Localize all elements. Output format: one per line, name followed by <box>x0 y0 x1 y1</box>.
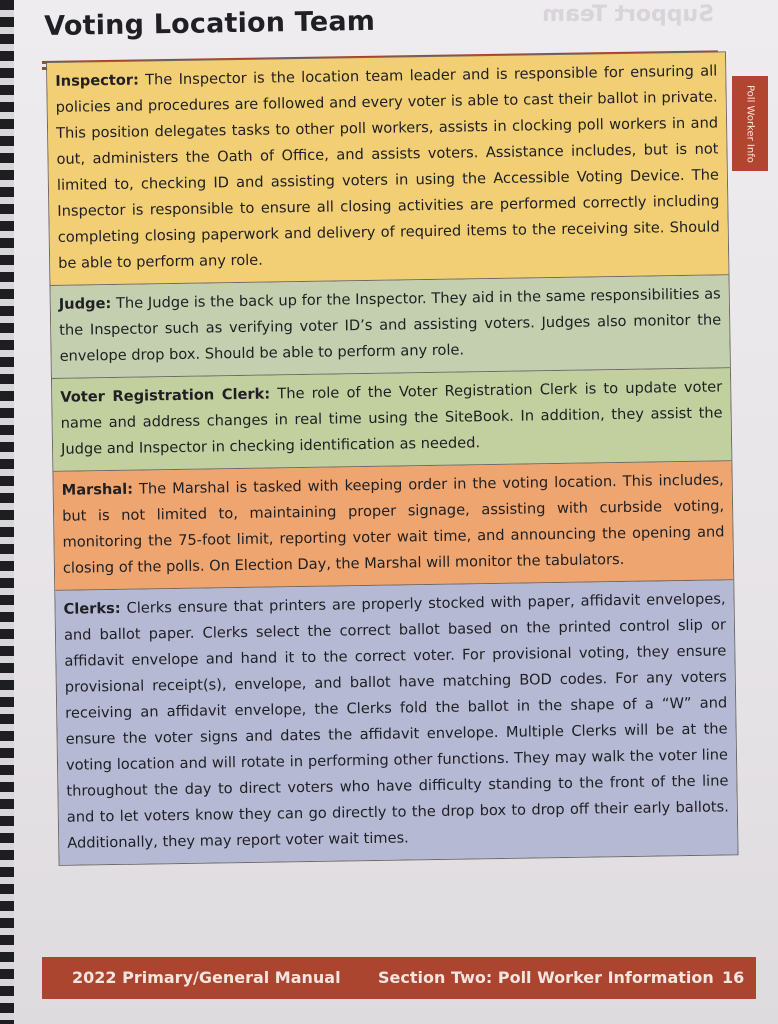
section-side-tab <box>732 76 768 171</box>
role-row-inspector <box>47 52 728 286</box>
role-name: Clerks: <box>63 599 121 618</box>
role-row-clerks <box>55 580 737 865</box>
footer-section-title: Section Two: Poll Worker Information <box>378 968 714 987</box>
role-description: The role of the Voter Registration Clerk is to update voter name and address changes in real time using the SiteBook. In addition, they assist the Judge and Inspector in checking identification as needed. <box>60 378 723 458</box>
page-footer <box>42 957 756 999</box>
side-tab-label: Poll Worker Info <box>744 84 756 163</box>
role-name: Inspector: <box>55 71 139 90</box>
role-row-marshal <box>53 461 733 591</box>
page-title: Voting Location Team <box>44 5 376 42</box>
role-name: Judge: <box>58 295 112 313</box>
role-row-judge <box>51 275 730 379</box>
footer-page-number: 16 <box>722 968 745 987</box>
footer-manual-title: 2022 Primary/General Manual <box>72 968 341 987</box>
role-name: Marshal: <box>61 480 134 499</box>
role-description: The Judge is the back up for the Inspector. They aid in the same responsibilities as the Inspector such as verifying voter ID’s and assisting voters. Judges also monitor the envelope drop box. Should be able to perform any role. <box>59 285 722 365</box>
role-description: The Marshal is tasked with keeping order in the voting location. This includes, but is not limited to, maintaining proper signage, assisting with curbside voting, monitoring the 75-foot limit, reporting voter wait time, and announcing the opening and closing of the polls. On Election Day, the Marshal will monitor the tabulators. <box>62 471 725 577</box>
roles-table <box>46 51 739 866</box>
role-description: The Inspector is the location team leader and is responsible for ensuring all policies and procedures are followed and every voter is able to cast their ballot in private. This position delegates tasks to other poll workers, assists in clocking poll workers in and out, administers the Oath of Office, and assists voters. Assistance includes, but is not limited to, checking ID and assisting voters in using the Accessible Voting Device. The Inspector is responsible to ensure all closing activities are performed correctly including completing closing paperwork and delivery of required items to the receiving site. Should be able to perform any role. <box>55 62 720 272</box>
role-description: Clerks ensure that printers are properly stocked with paper, affidavit envelopes, and ballot paper. Clerks select the correct ballot based on the printed control slip or affidavit envelope and hand it to the correct voter. For provisional voting, they ensure provisional receipt(s), envelope, and ballot have matching BOD codes. For any voters receiving an affidavit envelope, the Clerks fold the ballot in the shape of a “W” and ensure the voter signs and dates the affidavit envelope. Multiple Clerks will be at the voting location and will rotate in performing other functions. They may walk the voter line throughout the day to direct voters who have difficulty standing to the front of the line and to let voters know they can go directly to the drop box to drop off their early ballots. Additionally, they may report voter wait times. <box>63 590 729 852</box>
spiral-binding <box>0 0 14 1024</box>
bleed-through-text: Support Team <box>542 2 714 27</box>
role-name: Voter Registration Clerk: <box>60 385 271 406</box>
role-row-voter-registration-clerk <box>52 368 731 472</box>
